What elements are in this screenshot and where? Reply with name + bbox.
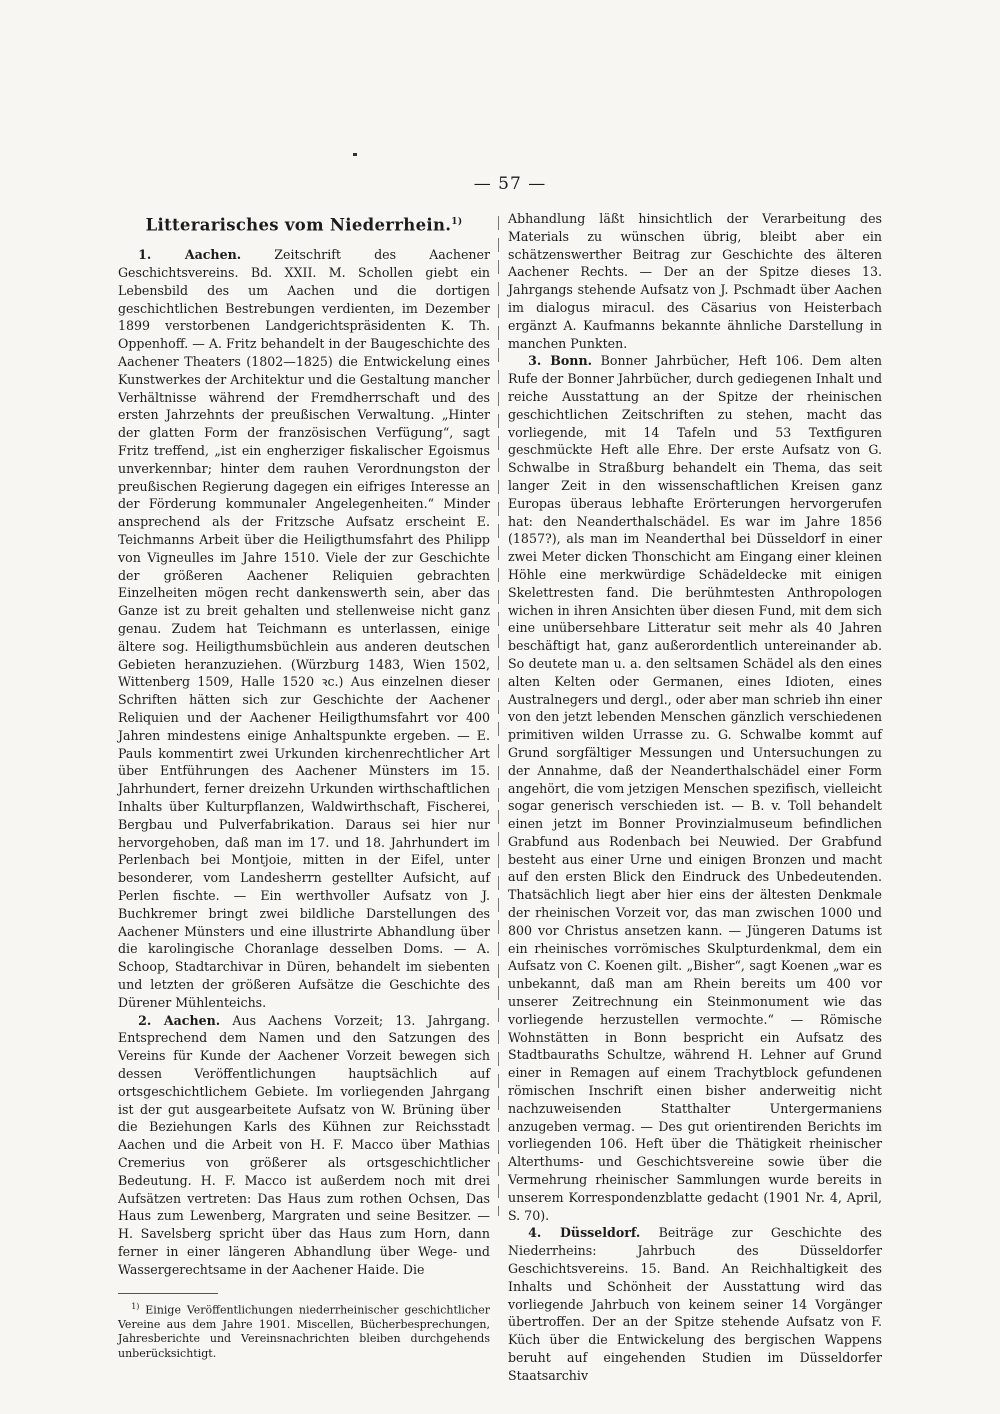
footnote-rule [118, 1293, 218, 1294]
print-mark [353, 153, 357, 156]
footnote-text: Einige Veröffentlichungen niederrheinischer geschichtlicher Vereine aus dem Jahre 1901. Miscellen, Bücherbesprechungen, Jahresberichte und Vereinsnachrichten bleiben durchgehends unberücksichtigt. [118, 1303, 490, 1360]
paragraph-aachen-2 [118, 1012, 490, 1279]
section-label: 4. Düsseldorf. [528, 1225, 641, 1241]
footnote-marker: 1) [131, 1301, 140, 1311]
paragraph-aachen-1 [118, 246, 490, 1011]
left-column [118, 210, 490, 1361]
paragraph-continuation: Abhandlung läßt hinsichtlich der Verarbeitung des Materials zu wünschen übrig, bleibt aber ein schätzenswerther Beitrag zur Geschichte des älteren Aachener Rechts. — Der an der Spitze dieses 13. Jahrgangs stehende Aufsatz von J. Pschmadt über Aachen im dialogus miracul. des Cäsarius von Heisterbach ergänzt A. Kaufmanns bekannte ähnliche Darstellung in manchen Punkten. [508, 211, 882, 351]
paragraph-duesseldorf [508, 1224, 882, 1384]
section-label: 1. Aachen. [138, 247, 242, 263]
paragraph-text: Beiträge zur Geschichte des Niederrheins: Jahrbuch des Düsseldorfer Geschichtsvereins. 15. Band. An Reichhaltigkeit des Inhalts und Schönheit der Ausstattung wird das vorliegende Jahrbuch von keinem seiner 14 Vorgänger übertroffen. Der an der Spitze stehende Aufsatz von F. Küch über die Entwickelung des bergischen Wappens beruht auf eingehenden Studien im Düsseldorfer Staatsarchiv [508, 1225, 882, 1383]
paragraph-text: Bonner Jahrbücher, Heft 106. Dem alten Rufe der Bonner Jahrbücher, durch gediegenen Inhalt und reiche Ausstattung an der Spitze der rheinischen geschichtlichen Zeitschriften zu stehen, macht das vorliegende, mit 14 Tafeln und 53 Textfiguren geschmückte Heft alle Ehre. Der erste Aufsatz von G. Schwalbe in Straßburg behandelt ein Thema, das seit langer Zeit in den wissenschaftlichen Kreisen ganz Europas überaus lebhafte Erörterungen hervorgerufen hat: den Neanderthalschädel. Es war im Jahre 1856 (1857?), als man im Neanderthal bei Düsseldorf in einer zwei Meter dicken Thonschicht am Eingang einer kleinen Höhle eine merkwürdige Schädeldecke mit einigen Skelettresten fand. Die berühmtesten Anthropologen wichen in ihren Ansichten über diesen Fund, mit dem sich eine unübersehbare Litteratur seit mehr als 40 Jahren beschäftigt hat, ganz außerordentlich untereinander ab. So deutete man u. a. den seltsamen Schädel als den eines alten Kelten oder Germanen, eines Idioten, eines Australnegers und dergl., oder aber man schrieb ihn einer von den jetzt lebenden Menschen gänzlich verschiedenen primitiven wilden Urrasse zu. G. Schwalbe kommt auf Grund sorgfältiger Messungen und Untersuchungen zu der Annahme, daß der Neanderthalschädel einer Form angehört, die vom jetzigen Menschen spezifisch, vielleicht sogar generisch verschieden ist. — B. v. Toll behandelt einen jetzt im Bonner Provinzialmuseum befindlichen Grabfund aus Rodenbach bei Neuwied. Der Grabfund besteht aus einer Urne und einigen Bronzen und macht auf den ersten Blick den Eindruck des Unbedeutenden. Thatsächlich liegt aber hier eins der ältesten Denkmale der rheinischen Vorzeit vor, das man zwischen 1000 und 800 vor Christus ansetzen kann. — Jüngeren Datums ist ein rheinisches vorrömisches Skulpturdenkmal, dem ein Aufsatz von C. Koenen gilt. „Bisher“, sagt Koenen „war es unbekannt, daß man am Rhein bereits um 400 vor unserer Zeitrechnung ein Steinmonument wie das vorliegende herzustellen vermochte.“ — Römische Wohnstätten in Bonn bespricht ein Aufsatz des Stadtbauraths Schultze, während H. Lehner auf Grund einer in Remagen auf einem Trachytblock gefundenen römischen Inschrift einen bisher anderweitig nicht nachzuweisenden Statthalter Untergermaniens anzugeben vermag. — Des gut orientirenden Berichts im vorliegenden 106. Heft über die Thätigkeit rheinischer Alterthums- und Geschichtsvereine sowie über die Vermehrung rheinischer Sammlungen wurde bereits in unserem Korrespondenzblatte gedacht (1901 Nr. 4, April, S. 70). [508, 353, 883, 1223]
footnote [118, 1300, 490, 1362]
section-label: 3. Bonn. [528, 353, 593, 369]
column-divider [498, 216, 499, 1216]
page-number: — 57 — [473, 174, 547, 194]
section-label: 2. Aachen. [138, 1012, 221, 1028]
paragraph-text: Zeitschrift des Aachener Geschichtsvereins. Bd. XXII. M. Schollen giebt ein Lebensbild des um Aachen und die dortigen geschichtlichen Bestrebungen verdienten, im Dezember 1899 verstorbenen Landgerichtspräsidenten K. Th. Oppenhoff. — A. Fritz behandelt in der Baugeschichte des Aachener Theaters (1802—1825) die Entwickelung eines Kunstwerkes der Architektur und die Gestaltung mancher Verhältnisse während der Fremdherrschaft und des ersten Jahrzehnts der preußischen Verwaltung. „Hinter der glatten Form der französischen Verfügung“, sagt Fritz treffend, „ist ein engherziger fiskalischer Egoismus unverkennbar; hinter dem rauhen Verordnungston der preußischen Regierung dagegen ein eifriges Interesse an der Förderung kommunaler Angelegenheiten.“ Minder ansprechend als der Fritzsche Aufsatz erscheint E. Teichmanns Arbeit über die Heiligthumsfahrt des Philipp von Vigneulles im Jahre 1510. Viele der zur Geschichte der größeren Aachener Reliquien gebrachten Einzelheiten mögen recht dankenswerth sein, aber das Ganze ist zu breit gehalten und stellenweise nicht ganz genau. Zudem hat Teichmann es unterlassen, einige ältere sog. Heiligthumsbüchlein aus anderen deutschen Gebieten heranzuziehen. (Würzburg 1483, Wien 1502, Wittenberg 1509, Halle 1520 ꝛc.) Aus einzelnen dieser Schriften hätten sich zur Geschichte der Aachener Reliquien und der Aachener Heiligthumsfahrt vor 400 Jahren mindestens einige Anhaltspunkte ergeben. — E. Pauls kommentirt zwei Urkunden kirchenrechtlicher Art über Entführungen des Aachener Münsters im 15. Jahrhundert, ferner dreizehn Urkunden wirthschaftlichen Inhalts über Kulturpflanzen, Waldwirthschaft, Fischerei, Bergbau und Pulverfabrikation. Daraus sei hier nur hervorgehoben, daß man im 17. und 18. Jahrhundert im Perlenbach bei Montjoie, mitten in der Eifel, unter besonderer, vom Landesherrn gestellter Aufsicht, auf Perlen fischte. — Ein werthvoller Aufsatz von J. Buchkremer bringt zwei bildliche Darstellungen des Aachener Münsters und eine illustrirte Abhandlung über die karolingische Choranlage desselben Doms. — A. Schoop, Stadtarchivar in Düren, behandelt im siebenten und letzten der größeren Aufsätze die Geschichte des Dürener Mühlenteichs. [118, 247, 490, 1010]
title-footnote-marker: 1) [451, 217, 463, 227]
article-title-text: Litterarisches vom Niederrhein. [145, 215, 452, 235]
article-title [118, 214, 490, 234]
paragraph-text: Aus Aachens Vorzeit; 13. Jahrgang. Entsprechend dem Namen und den Satzungen des Vereins für Kunde der Aachener Vorzeit bewegen sich dessen Veröffentlichungen hauptsächlich auf ortsgeschichtlichem Gebiete. Im vorliegenden Jahrgang ist der gut ausgearbeitete Aufsatz von W. Brüning über die Beziehungen Karls des Kühnen zur Reichsstadt Aachen und die Arbeit von H. F. Macco über Mathias Cremerius von größerer als ortsgeschichtlicher Bedeutung. H. F. Macco ist außerdem noch mit drei Aufsätzen vertreten: Das Haus zum rothen Ochsen, Das Haus zum Lewenberg, Margraten und seine Besitzer. — H. Savelsberg spricht über das Haus zum Horn, dann ferner in einer längeren Abhandlung über Wege- und Wassergerechtsame in der Aachener Haide. Die [118, 1012, 490, 1277]
right-column [508, 210, 882, 1385]
paragraph-bonn [508, 352, 882, 1224]
